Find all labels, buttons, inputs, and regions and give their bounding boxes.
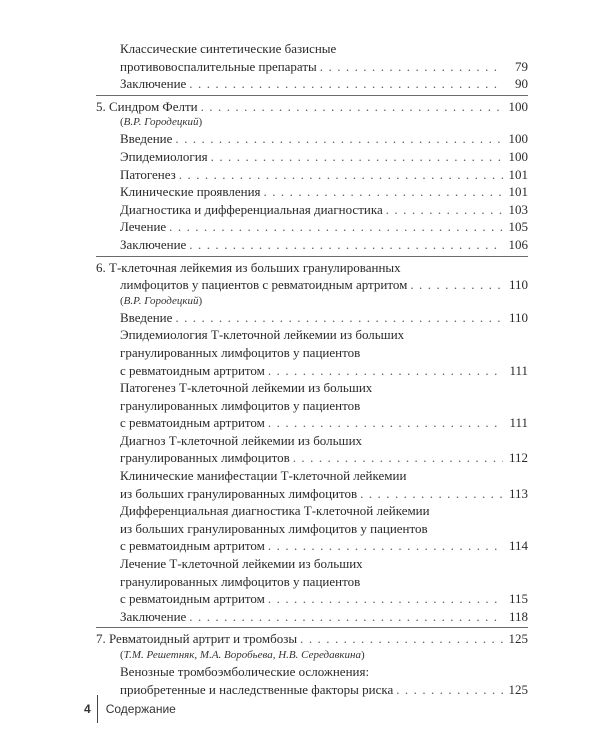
toc-line <box>96 309 528 327</box>
authors-text: В.Р. Городецкий <box>123 294 199 307</box>
toc-title: Заключение <box>120 608 187 624</box>
dot-leader <box>293 449 503 467</box>
toc-section[interactable] <box>96 75 528 93</box>
toc-page-number: 103 <box>508 201 528 217</box>
dot-leader <box>211 148 503 166</box>
toc-section[interactable] <box>96 502 528 555</box>
toc-line <box>96 98 528 116</box>
toc-line <box>96 485 528 503</box>
toc-page-number: 112 <box>508 450 528 466</box>
toc-title: Заключение <box>120 76 187 92</box>
toc-line <box>96 75 528 93</box>
toc-title: с ревматоидным артритом <box>120 591 265 607</box>
toc-title: Лечение Т-клеточной лейкемии из больших <box>120 556 363 572</box>
toc-chapter[interactable] <box>96 256 528 309</box>
toc-line <box>96 40 528 58</box>
dot-leader <box>320 58 503 76</box>
toc-line <box>96 537 528 555</box>
toc-title: Дифференциальная диагностика Т-клеточной лейкемии <box>120 503 430 519</box>
dot-leader <box>189 75 503 93</box>
toc-title: лимфоцитов у пациентов с ревматоидным артритом <box>120 277 408 293</box>
toc-line <box>96 276 528 294</box>
dot-leader <box>268 590 503 608</box>
toc-title: 5. Синдром Фелти <box>96 98 198 114</box>
toc-line <box>96 681 528 699</box>
toc-section[interactable] <box>96 201 528 219</box>
toc-section[interactable] <box>96 130 528 148</box>
footer-section-title: Содержание <box>105 702 176 716</box>
toc-page-number: 115 <box>508 591 528 607</box>
toc-line <box>96 130 528 148</box>
toc-page-number: 100 <box>508 131 528 147</box>
toc-title: Патогенез <box>120 166 176 182</box>
toc-line <box>96 630 528 648</box>
toc-line <box>96 183 528 201</box>
toc-page-number: 125 <box>508 681 528 697</box>
toc-line <box>96 259 528 277</box>
dot-leader <box>189 236 503 254</box>
table-of-contents <box>96 40 528 698</box>
authors-text: Т.М. Решетняк, М.А. Воробьева, Н.В. Середавкина <box>123 649 361 661</box>
toc-line <box>96 573 528 591</box>
toc-title: Венозные тромбоэмболические осложнения: <box>120 664 370 679</box>
dot-leader <box>268 362 503 380</box>
toc-page-number: 113 <box>508 485 528 501</box>
toc-line <box>96 467 528 485</box>
toc-line <box>96 166 528 184</box>
footer-page-number: 4 <box>84 702 91 716</box>
toc-line <box>96 326 528 344</box>
toc-title: гранулированных лимфоцитов <box>120 450 290 466</box>
toc-line <box>96 520 528 538</box>
toc-title: Клинические проявления <box>120 184 261 200</box>
toc-line <box>96 379 528 397</box>
dot-leader <box>268 537 503 555</box>
toc-line <box>96 590 528 608</box>
toc-title: Введение <box>120 131 173 147</box>
toc-line <box>96 414 528 432</box>
toc-title: Заключение <box>120 236 187 252</box>
footer-divider <box>97 695 98 723</box>
toc-line <box>96 432 528 450</box>
toc-authors: (В.Р. Городецкий) <box>120 116 203 129</box>
toc-page-number: 110 <box>508 309 528 325</box>
toc-title: гранулированных лимфоцитов у пациентов <box>120 397 361 413</box>
toc-line <box>96 663 528 681</box>
toc-line <box>96 502 528 520</box>
toc-page-number: 90 <box>515 76 528 92</box>
dot-leader <box>360 485 503 503</box>
toc-line <box>96 218 528 236</box>
toc-page-number: 105 <box>508 219 528 235</box>
dot-leader <box>201 98 503 116</box>
toc-title: с ревматоидным артритом <box>120 362 265 378</box>
page-footer <box>84 700 176 718</box>
toc-title: Лечение <box>120 219 167 235</box>
toc-section[interactable] <box>96 432 528 467</box>
toc-page-number: 111 <box>509 362 528 378</box>
toc-section[interactable] <box>96 379 528 432</box>
dot-leader <box>300 630 503 648</box>
toc-line <box>96 362 528 380</box>
toc-title: Эпидемиология <box>120 148 208 164</box>
toc-section[interactable] <box>96 40 528 75</box>
toc-authors: (В.Р. Городецкий) <box>120 294 203 307</box>
dot-leader <box>396 681 503 699</box>
toc-page-number: 101 <box>508 184 528 200</box>
toc-section[interactable] <box>96 166 528 184</box>
toc-section[interactable] <box>96 467 528 502</box>
toc-section[interactable] <box>96 555 528 608</box>
toc-title: с ревматоидным артритом <box>120 415 265 431</box>
dot-leader <box>179 166 503 184</box>
toc-page-number: 100 <box>508 98 528 114</box>
dot-leader <box>175 130 503 148</box>
toc-section[interactable] <box>96 309 528 327</box>
toc-line <box>96 344 528 362</box>
toc-line <box>96 397 528 415</box>
toc-page-number: 79 <box>515 58 528 74</box>
authors-text: В.Р. Городецкий <box>123 116 199 129</box>
toc-page-number: 125 <box>508 631 528 647</box>
toc-title: Диагноз Т-клеточной лейкемии из больших <box>120 432 363 448</box>
toc-section[interactable] <box>96 326 528 379</box>
dot-leader <box>268 414 503 432</box>
toc-line <box>96 236 528 254</box>
toc-page-number: 110 <box>508 277 528 293</box>
toc-section[interactable] <box>96 183 528 201</box>
toc-line <box>96 555 528 573</box>
toc-title: гранулированных лимфоцитов у пациентов <box>120 573 361 589</box>
dot-leader <box>169 218 503 236</box>
toc-line <box>96 449 528 467</box>
toc-title: противовоспалительные препараты <box>120 58 317 74</box>
toc-chapter[interactable] <box>96 627 528 663</box>
toc-page-number: 111 <box>509 415 528 431</box>
dot-leader <box>386 201 503 219</box>
toc-section[interactable] <box>96 148 528 166</box>
toc-page-number: 106 <box>508 236 528 252</box>
toc-title: Классические синтетические базисные <box>120 41 337 56</box>
toc-authors: (Т.М. Решетняк, М.А. Воробьева, Н.В. Середавкина) <box>120 649 365 661</box>
toc-line <box>96 201 528 219</box>
toc-line <box>96 148 528 166</box>
toc-page-number: 114 <box>508 538 528 554</box>
toc-title: Клинические манифестации Т-клеточной лейкемии <box>120 468 407 484</box>
toc-title: Патогенез Т-клеточной лейкемии из больших <box>120 380 373 396</box>
toc-title: приобретенные и наследственные факторы риска <box>120 681 394 697</box>
toc-page-number: 101 <box>508 166 528 182</box>
toc-title: с ревматоидным артритом <box>120 538 265 554</box>
dot-leader <box>410 276 503 294</box>
dot-leader <box>264 183 503 201</box>
toc-title: Диагностика и дифференциальная диагностика <box>120 201 383 217</box>
toc-title: из больших гранулированных лимфоцитов у пациентов <box>120 520 428 536</box>
toc-page-number: 118 <box>508 608 528 624</box>
dot-leader <box>175 309 503 327</box>
toc-chapter[interactable] <box>96 95 528 131</box>
dot-leader <box>189 608 503 626</box>
toc-title: гранулированных лимфоцитов у пациентов <box>120 344 361 360</box>
toc-section[interactable] <box>96 663 528 698</box>
toc-line <box>96 608 528 626</box>
toc-section[interactable] <box>96 608 528 626</box>
toc-title: Введение <box>120 309 173 325</box>
toc-title: Эпидемиология Т-клеточной лейкемии из больших <box>120 327 405 343</box>
toc-title: из больших гранулированных лимфоцитов <box>120 485 358 501</box>
toc-section[interactable] <box>96 236 528 254</box>
toc-title: 6. Т-клеточная лейкемия из больших гранулированных <box>96 259 401 275</box>
toc-page-number: 100 <box>508 148 528 164</box>
toc-line <box>96 58 528 76</box>
toc-section[interactable] <box>96 218 528 236</box>
toc-title: 7. Ревматоидный артрит и тромбозы <box>96 631 298 647</box>
